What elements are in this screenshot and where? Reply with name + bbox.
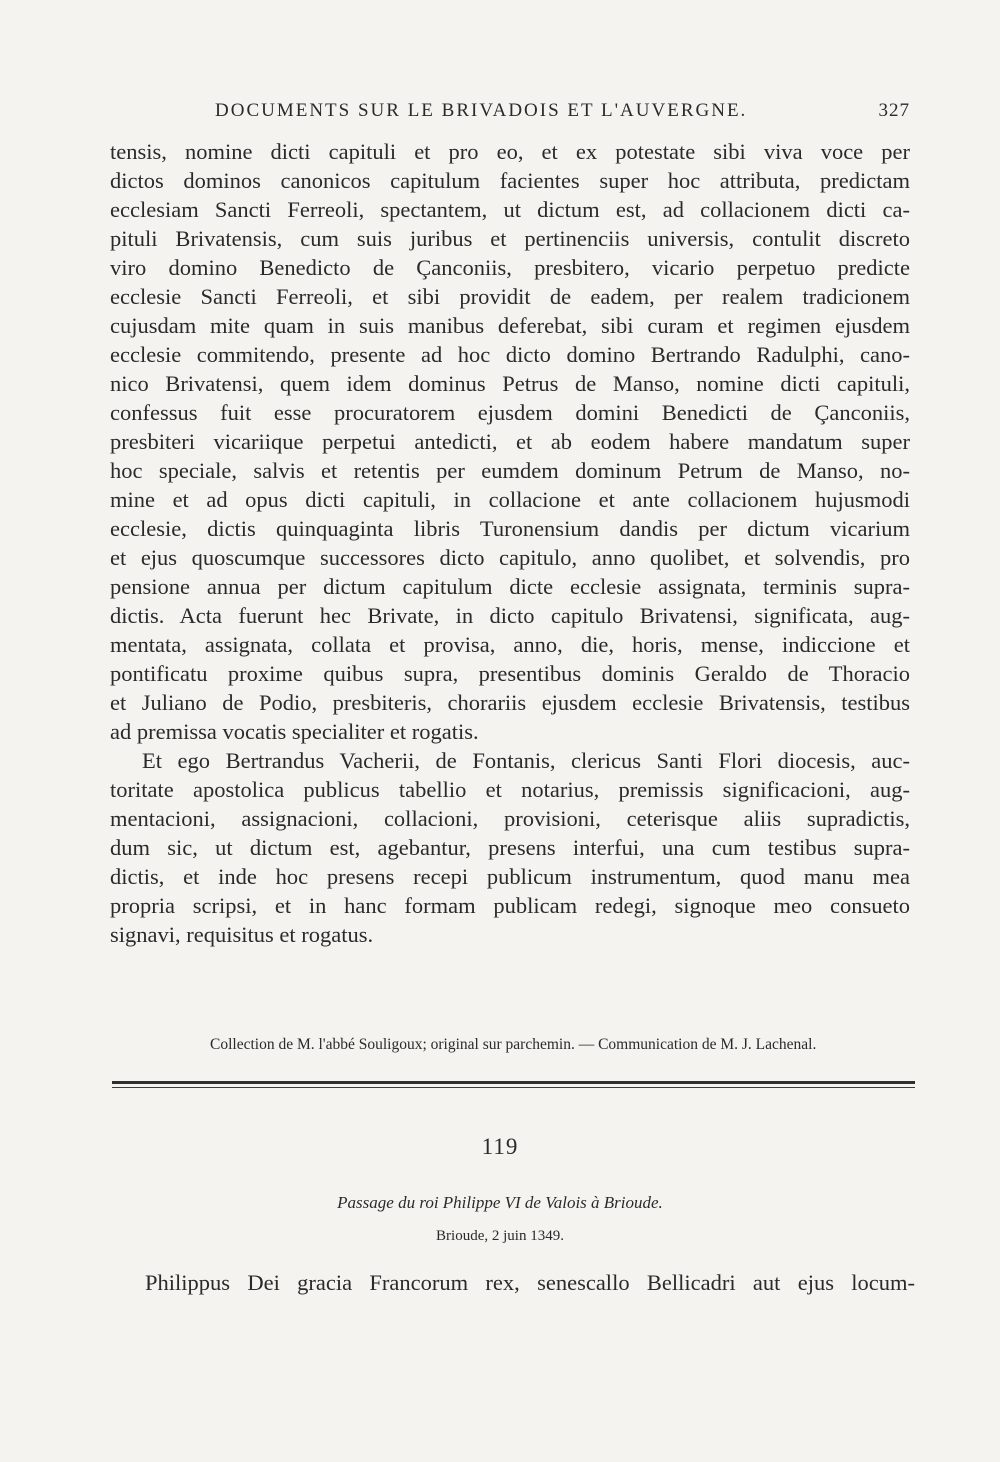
text-line: dictos dominos canonicos capitulum facientes super hoc attributa, predictam — [110, 168, 910, 193]
text-line: nico Brivatensi, quem idem dominus Petrus de Manso, nomine dicti capituli, — [110, 371, 910, 396]
text-line: viro domino Benedicto de Çanconiis, presbitero, vicario perpetuo predicte — [110, 255, 910, 280]
text-line: mine et ad opus dicti capituli, in collacione et ante collacionem hujusmodi — [110, 487, 910, 512]
running-head — [110, 100, 910, 130]
document-first-line: Philippus Dei gracia Francorum rex, senescallo Bellicadri aut ejus locum- — [145, 1270, 915, 1295]
text-line: et Juliano de Podio, presbiteris, chorariis ejusdem ecclesie Brivatensis, testibus — [110, 690, 910, 715]
text-line: signavi, requisitus et rogatus. — [110, 922, 374, 947]
text-line: propria scripsi, et in hanc formam publicam redegi, signoque meo consueto — [110, 893, 910, 918]
text-line: ecclesie Sancti Ferreoli, et sibi providit de eadem, per realem tradicionem — [110, 284, 910, 309]
source-note: Collection de M. l'abbé Souligoux; original sur parchemin. — Communication de M. J. Lachenal. — [210, 1036, 817, 1053]
running-title: DOCUMENTS SUR LE BRIVADOIS ET L'AUVERGNE. — [215, 100, 748, 121]
text-line: dictis, et inde hoc presens recepi publicum instrumentum, quod manu mea — [110, 864, 910, 889]
document-place-date: Brioude, 2 juin 1349. — [436, 1228, 564, 1244]
document-title: Passage du roi Philippe VI de Valois à Brioude. — [337, 1193, 663, 1212]
text-line: mentacioni, assignacioni, collacioni, provisioni, ceterisque aliis supradictis, — [110, 806, 910, 831]
text-line: toritate apostolica publicus tabellio et notarius, premissis significacioni, aug- — [110, 777, 910, 802]
text-line: tensis, nomine dicti capituli et pro eo, et ex potestate sibi viva voce per — [110, 139, 910, 164]
text-line: cujusdam mite quam in suis manibus deferebat, sibi curam et regimen ejusdem — [110, 313, 910, 338]
text-line: pensione annua per dictum capitulum dicte ecclesie assignata, terminis supra- — [110, 574, 910, 599]
charter-body-text — [110, 137, 910, 949]
text-line: Et ego Bertrandus Vacherii, de Fontanis, clericus Santi Flori diocesis, auc- — [142, 748, 910, 773]
text-line: confessus fuit esse procuratorem ejusdem domini Benedicti de Çanconiis, — [110, 400, 910, 425]
text-line: mentata, assignata, collata et provisa, anno, die, horis, mense, indiccione et — [110, 632, 910, 657]
text-line: pituli Brivatensis, cum suis juribus et pertinenciis universis, contulit discreto — [110, 226, 910, 251]
text-line: ecclesie commitendo, presente ad hoc dicto domino Bertrando Radulphi, cano- — [110, 342, 910, 367]
section-divider-thick — [112, 1081, 915, 1084]
page-number: 327 — [878, 100, 910, 121]
text-line: et ejus quoscumque successores dicto capitulo, anno quolibet, et solvendis, pro — [110, 545, 910, 570]
text-line: pontificatu proxime quibus supra, presentibus dominis Geraldo de Thoracio — [110, 661, 910, 686]
text-line: dictis. Acta fuerunt hec Brivate, in dicto capitulo Brivatensi, significata, aug- — [110, 603, 910, 628]
document-number: 119 — [481, 1134, 519, 1159]
text-line: ecclesiam Sancti Ferreoli, spectantem, ut dictum est, ad collacionem dicti ca- — [110, 197, 910, 222]
text-line: hoc speciale, salvis et retentis per eumdem dominum Petrum de Manso, no- — [110, 458, 910, 483]
text-line: presbiteri vicariique perpetui antedicti, et ab eodem habere mandatum super — [110, 429, 910, 454]
text-line: dum sic, ut dictum est, agebantur, presens interfui, una cum testibus supra- — [110, 835, 910, 860]
text-line: ad premissa vocatis specialiter et rogatis. — [110, 719, 479, 744]
section-divider-thin — [112, 1087, 915, 1088]
text-line: ecclesie, dictis quinquaginta libris Turonensium dandis per dictum vicarium — [110, 516, 910, 541]
